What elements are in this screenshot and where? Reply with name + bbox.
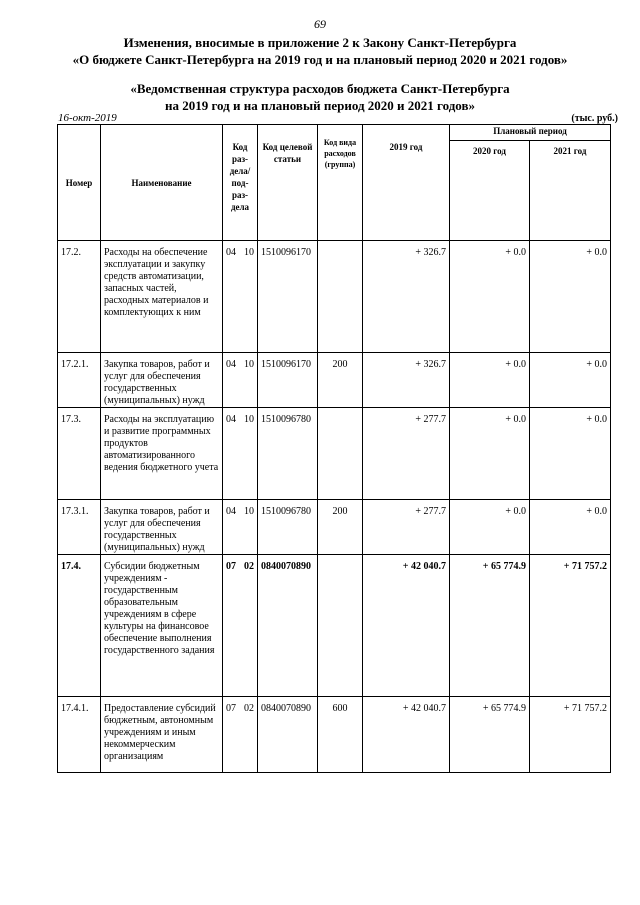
section-code: 04 (226, 506, 236, 517)
header-section-code: Код раз-дела/ под-раз-дела (223, 125, 258, 241)
row-name: Закупка товаров, работ и услуг для обеспечения государственных (муниципальных) нужд (101, 500, 223, 555)
row-amount-2021: + 71 757.2 (530, 697, 611, 773)
section-code: 04 (226, 247, 236, 258)
row-target-code: 1510096780 (258, 408, 318, 500)
row-name: Закупка товаров, работ и услуг для обеспечения государственных (муниципальных) нужд (101, 353, 223, 408)
table-row (58, 555, 611, 697)
subheading-line-2: на 2019 год и на плановый период 2020 и 2021 годов» (164, 98, 475, 113)
subsection-code: 02 (244, 561, 254, 572)
header-name: Наименование (101, 125, 223, 241)
row-name: Расходы на эксплуатацию и развитие программных продуктов автоматизированного ведения бюджетного учета (101, 408, 223, 500)
subsection-code: 10 (244, 359, 254, 370)
page-number: 69 (314, 17, 326, 31)
subsection-code: 10 (244, 506, 254, 517)
row-number: 17.3.1. (58, 500, 101, 555)
row-number: 17.2. (58, 241, 101, 353)
row-section-code (223, 408, 258, 500)
row-expense-type-code (318, 241, 363, 353)
row-expense-type-code (318, 555, 363, 697)
units-label: (тыс. руб.) (571, 113, 618, 124)
row-amount-2021: + 0.0 (530, 500, 611, 555)
row-number: 17.3. (58, 408, 101, 500)
heading-line-1: Изменения, вносимые в приложение 2 к Закону Санкт-Петербурга (123, 35, 517, 50)
row-section-code (223, 241, 258, 353)
expenses-table (57, 124, 611, 773)
table-row (58, 408, 611, 500)
row-expense-type-code: 200 (318, 500, 363, 555)
row-amount-2020: + 0.0 (450, 241, 530, 353)
row-amount-2020: + 0.0 (450, 500, 530, 555)
subsection-code: 10 (244, 414, 254, 425)
row-target-code: 0840070890 (258, 555, 318, 697)
document-date: 16-окт-2019 (58, 112, 117, 124)
row-section-code (223, 555, 258, 697)
row-amount-2019: + 326.7 (363, 241, 450, 353)
section-code: 04 (226, 359, 236, 370)
table-row (58, 353, 611, 408)
section-code: 07 (226, 561, 236, 572)
section-code: 04 (226, 414, 236, 425)
row-amount-2019: + 42 040.7 (363, 697, 450, 773)
document-subheading (0, 80, 640, 114)
row-section-code (223, 500, 258, 555)
row-amount-2020: + 0.0 (450, 353, 530, 408)
header-expense-type-code: Код вида расходов (группа) (318, 125, 363, 241)
row-name: Расходы на обеспечение эксплуатации и закупку средств автоматизации, запасных частей, расходных материалов и комплектующих к ним (101, 241, 223, 353)
row-expense-type-code: 600 (318, 697, 363, 773)
header-2021: 2021 год (530, 141, 611, 241)
row-name: Предоставление субсидий бюджетным, автономным учреждениям и иным некоммерческим организациям (101, 697, 223, 773)
row-number: 17.4. (58, 555, 101, 697)
row-target-code: 1510096170 (258, 353, 318, 408)
subheading-line-1: «Ведомственная структура расходов бюджета Санкт-Петербурга (130, 81, 510, 96)
row-number: 17.4.1. (58, 697, 101, 773)
subsection-code: 02 (244, 703, 254, 714)
row-number: 17.2.1. (58, 353, 101, 408)
row-section-code (223, 353, 258, 408)
table-row (58, 500, 611, 555)
row-expense-type-code (318, 408, 363, 500)
section-code: 07 (226, 703, 236, 714)
row-target-code: 1510096780 (258, 500, 318, 555)
row-amount-2019: + 277.7 (363, 500, 450, 555)
header-2020: 2020 год (450, 141, 530, 241)
row-amount-2021: + 71 757.2 (530, 555, 611, 697)
row-expense-type-code: 200 (318, 353, 363, 408)
row-amount-2019: + 277.7 (363, 408, 450, 500)
header-2019: 2019 год (363, 125, 450, 241)
row-amount-2019: + 42 040.7 (363, 555, 450, 697)
row-amount-2019: + 326.7 (363, 353, 450, 408)
table-row (58, 241, 611, 353)
row-section-code (223, 697, 258, 773)
document-heading (0, 34, 640, 68)
header-number: Номер (58, 125, 101, 241)
row-amount-2021: + 0.0 (530, 408, 611, 500)
header-planned-period: Плановый период (450, 125, 611, 141)
row-amount-2021: + 0.0 (530, 353, 611, 408)
row-amount-2020: + 65 774.9 (450, 697, 530, 773)
row-amount-2021: + 0.0 (530, 241, 611, 353)
subsection-code: 10 (244, 247, 254, 258)
row-amount-2020: + 0.0 (450, 408, 530, 500)
header-target-code: Код целевой статьи (258, 125, 318, 241)
row-target-code: 0840070890 (258, 697, 318, 773)
table-body (58, 241, 611, 773)
table-row (58, 697, 611, 773)
row-target-code: 1510096170 (258, 241, 318, 353)
row-name: Субсидии бюджетным учреждениям - государственным образовательным учреждениям в сфере культуры на финансовое обеспечение выполнения государственного задания (101, 555, 223, 697)
heading-line-2: «О бюджете Санкт-Петербурга на 2019 год и на плановый период 2020 и 2021 годов» (72, 52, 568, 67)
row-amount-2020: + 65 774.9 (450, 555, 530, 697)
